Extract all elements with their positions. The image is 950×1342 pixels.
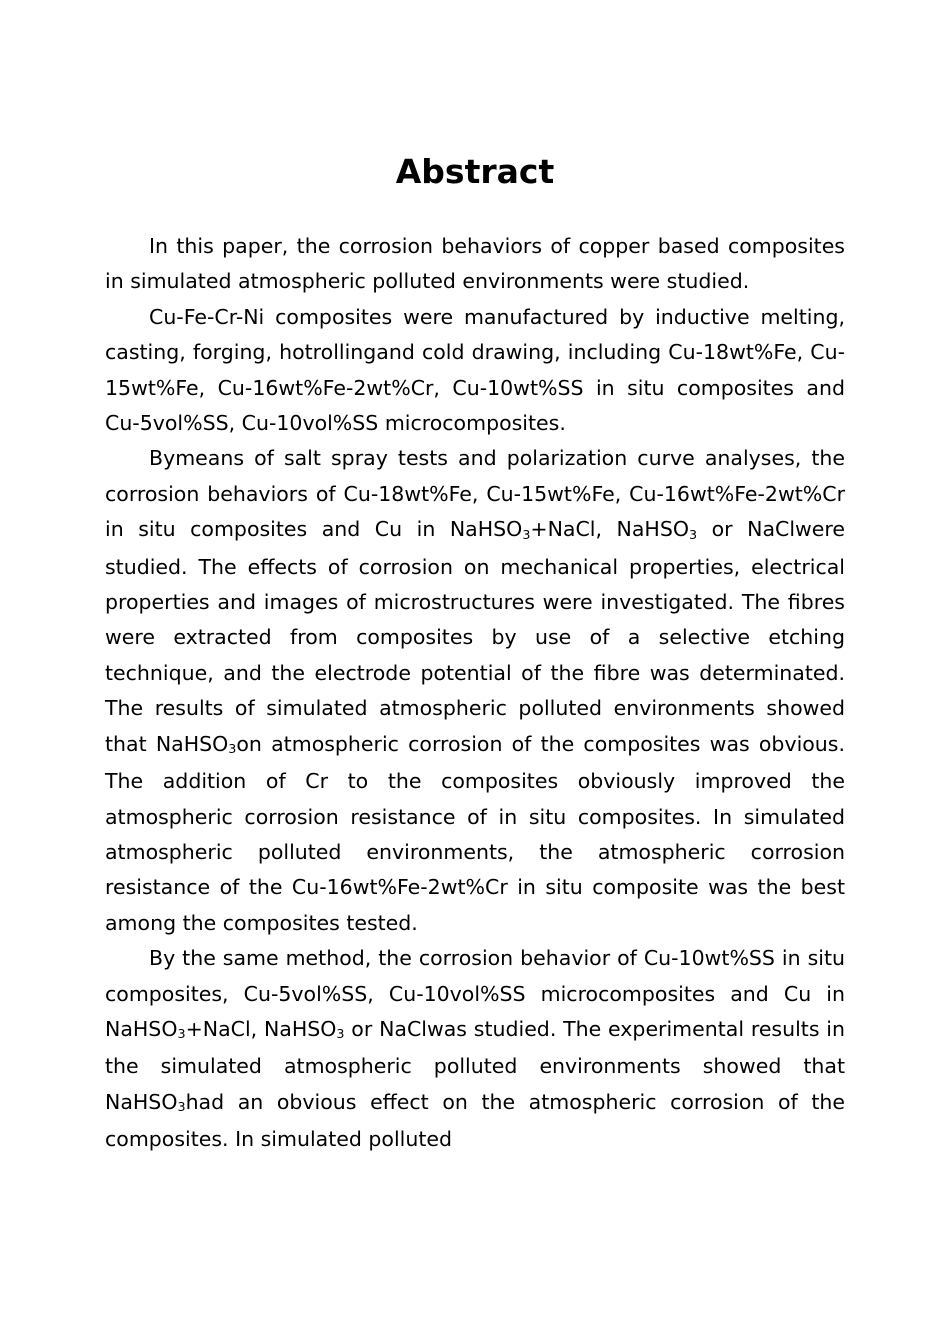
- paragraph-text: +NaCl, NaHSO: [185, 1016, 337, 1041]
- paragraph-text: Cu-Fe-Cr-Ni composites were manufactured by inductive melting, casting, forging, hotrollingand cold drawing, including Cu-18wt%Fe, Cu-15wt%Fe, Cu-16wt%Fe-2wt%Cr, Cu-10wt%SS in situ composites and Cu-5vol%SS, Cu-10vol%SS microcomposites.: [105, 304, 845, 436]
- paragraph-3: [105, 441, 845, 941]
- paragraph-1: [105, 229, 845, 300]
- paragraph-text: Bymeans of salt spray tests and polarization curve analyses, the corrosion behaviors of Cu-18wt%Fe, Cu-15wt%Fe, Cu-16wt%Fe-2wt%Cr in situ composites and Cu in NaHSO: [105, 446, 845, 542]
- paragraph-text: In this paper, the corrosion behaviors of copper based composites in simulated atmospheric polluted environments were studied.: [105, 234, 845, 294]
- subscript: 3: [689, 526, 698, 542]
- page-title: Abstract: [395, 152, 555, 191]
- paragraph-text: on atmospheric corrosion of the composites was obvious. The addition of Cr to the composites obviously improved the atmospheric corrosion resistance of in situ composites. In simulated atmospheric polluted environments, the atmospheric corrosion resistance of the Cu-16wt%Fe-2wt%Cr in situ composite was the best among the composites tested.: [105, 731, 845, 935]
- paragraph-text: had an obvious effect on the atmospheric corrosion of the composites. In simulated polluted: [105, 1089, 845, 1152]
- subscript: 3: [177, 1099, 186, 1115]
- paragraph-2: [105, 300, 845, 442]
- abstract-body: [105, 229, 845, 1158]
- subscript: 3: [228, 740, 237, 756]
- paragraph-text: or NaClwas studied. The experimental results in the simulated atmospheric polluted environments showed that NaHSO: [105, 1016, 845, 1114]
- paragraph-text: or NaClwere studied. The effects of corrosion on mechanical properties, electrical properties and images of microstructures were investigated. The fibres were extracted from composites by use of a selective etching technique, and the electrode potential of the fibre was determinated. The results of simulated atmospheric polluted environments showed that NaHSO: [105, 517, 845, 756]
- subscript: 3: [177, 1026, 186, 1042]
- paragraph-4: [105, 941, 845, 1157]
- subscript: 3: [522, 526, 531, 542]
- paragraph-text: By the same method, the corrosion behavior of Cu-10wt%SS in situ composites, Cu-5vol%SS, Cu-10vol%SS microcomposites and Cu in NaHSO: [105, 946, 845, 1041]
- paragraph-text: +NaCl, NaHSO: [530, 517, 689, 542]
- subscript: 3: [336, 1026, 345, 1042]
